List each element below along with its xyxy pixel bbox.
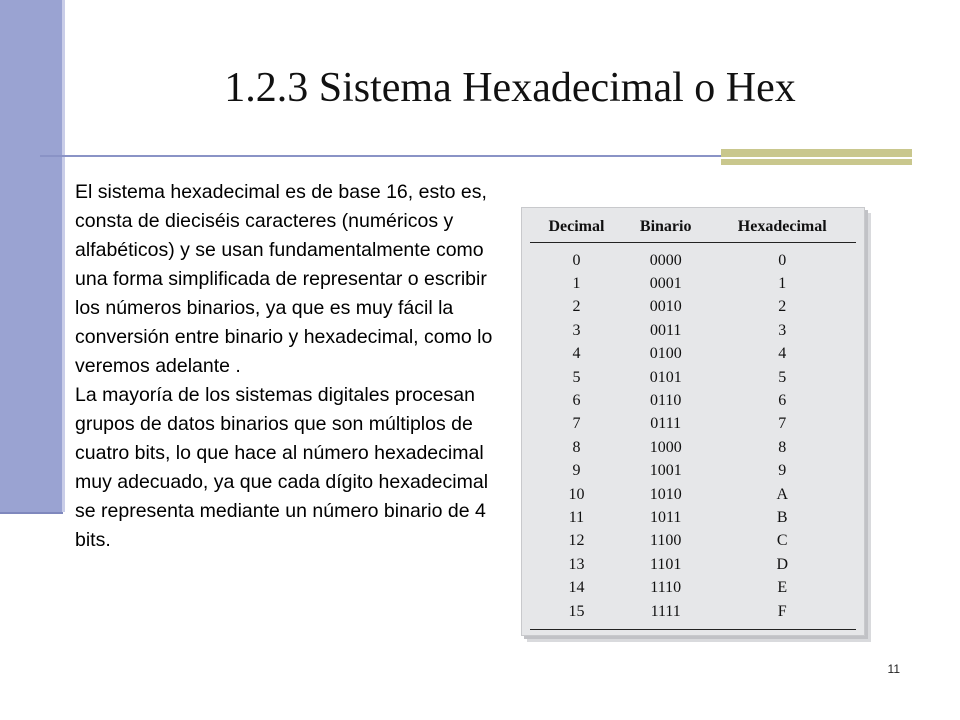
cell-hexadecimal: 0 [778,251,787,269]
cell-decimal: 4 [572,345,581,363]
table-row [530,483,856,506]
cell-decimal: 2 [572,298,581,316]
table-row [530,530,856,553]
cell-decimal: 0 [572,251,581,269]
cell-decimal: 10 [568,485,585,503]
cell-hexadecimal: 9 [778,462,787,480]
cell-decimal: 12 [568,532,585,550]
cell-decimal: 1 [572,275,581,293]
cell-binary: 1010 [649,485,682,503]
cell-binary: 1101 [649,555,682,573]
cell-decimal: 13 [568,555,585,573]
cell-binary: 1001 [649,462,682,480]
table-row [530,436,856,459]
cell-binary: 0101 [649,368,682,386]
table-row [530,506,856,529]
slide-title: 1.2.3 Sistema Hexadecimal o Hex [224,65,796,111]
cell-binary: 0000 [649,251,682,269]
cell-binary: 0100 [649,345,682,363]
cell-hexadecimal: 1 [778,275,787,293]
cell-binary: 0011 [649,321,682,339]
paragraph-base16: El sistema hexadecimal es de base 16, esto es, consta de dieciséis caracteres (numéricos y alfabéticos) y se usan fundamentalmente como una forma simplificada de representar o escribir los números binarios, ya que es muy fácil la conversión entre binario y hexadecimal, como lo veremos adelante . [75,181,493,377]
conversion-table [530,216,856,630]
cell-binary: 1110 [650,579,682,597]
table-row [530,319,856,342]
conversion-table-panel [521,207,865,636]
table-row [530,460,856,483]
table-row [530,243,856,273]
cell-binary: 0111 [650,415,682,433]
decorative-sidebar [0,0,63,514]
cell-decimal: 9 [572,462,581,480]
cell-decimal: 5 [572,368,581,386]
cell-binary: 1011 [649,508,682,526]
cell-decimal: 3 [572,321,581,339]
table-body [530,243,856,630]
table-row [530,366,856,389]
cell-binary: 1000 [649,438,682,456]
cell-hexadecimal: 2 [778,298,787,316]
cell-decimal: 6 [572,392,581,410]
cell-hexadecimal: 4 [778,345,787,363]
cell-binary: 0010 [649,298,682,316]
table-row [530,389,856,412]
cell-hexadecimal: D [776,555,789,573]
table-row [530,413,856,436]
cell-hexadecimal: 6 [778,392,787,410]
cell-binary: 1100 [649,532,682,550]
page-number: 11 [887,662,900,676]
cell-binary: 0001 [649,275,682,293]
paragraph-digital-systems: La mayoría de los sistemas digitales procesan grupos de datos binarios que son múltiplos de cuatro bits, lo que hace al número hexadecimal muy adecuado, ya que cada dígito hexadecimal se representa mediante un número binario de 4 bits. [75,384,489,551]
header-binary: Binario [623,216,709,243]
cell-decimal: 14 [568,579,585,597]
cell-decimal: 8 [572,438,581,456]
cell-hexadecimal: 3 [778,321,787,339]
cell-hexadecimal: F [708,600,856,630]
cell-hexadecimal: 8 [778,438,787,456]
cell-hexadecimal: 7 [778,415,787,433]
cell-hexadecimal: 5 [778,368,787,386]
table-row [530,553,856,576]
header-hexadecimal: Hexadecimal [708,216,856,243]
cell-hexadecimal: A [776,485,789,503]
cell-decimal: 7 [572,415,581,433]
cell-decimal: 11 [568,508,585,526]
table-row [530,272,856,295]
body-text [75,178,495,555]
cell-binary: 1111 [623,600,709,630]
table-header-row [530,216,856,243]
table-row [530,576,856,599]
cell-hexadecimal: B [776,508,788,526]
table-row [530,296,856,319]
header-decimal: Decimal [530,216,623,243]
title-divider-accent [721,149,912,165]
title-divider-line [40,155,725,157]
table-row [530,343,856,366]
cell-hexadecimal: E [777,579,788,597]
cell-binary: 0110 [649,392,682,410]
cell-decimal: 15 [530,600,623,630]
cell-hexadecimal: C [776,532,788,550]
table-row [530,600,856,630]
